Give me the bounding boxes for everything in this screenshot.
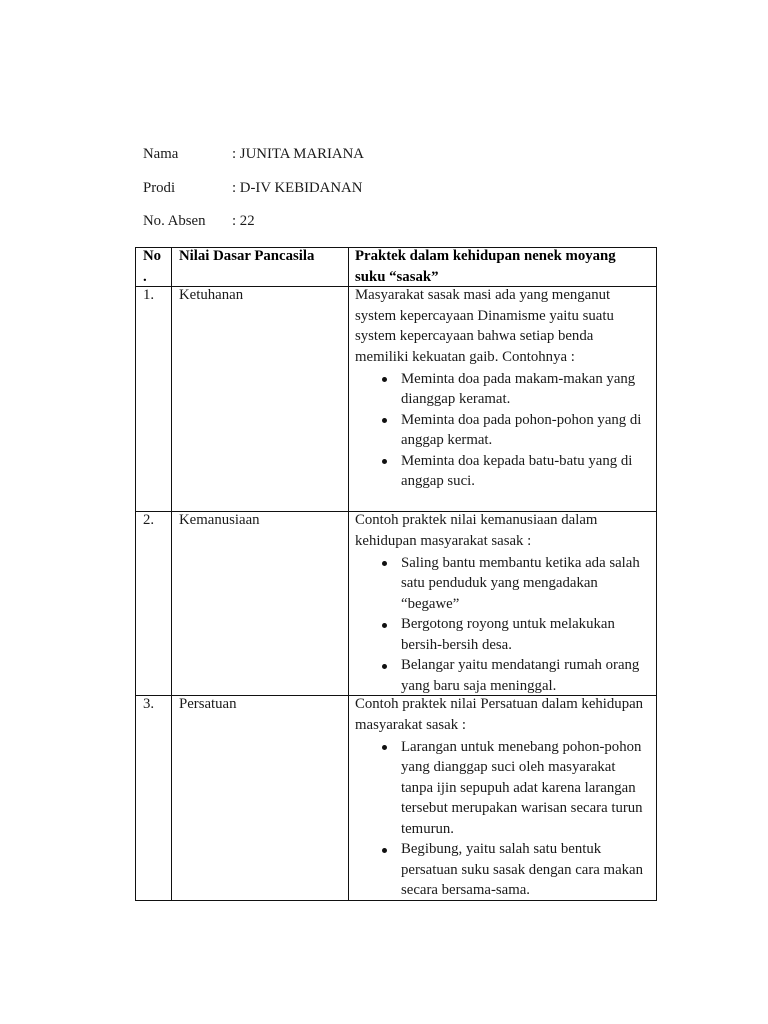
field-label: Nama	[143, 146, 179, 162]
bullet-icon	[382, 459, 387, 464]
cell-praktek	[349, 287, 656, 511]
bullet-item	[355, 451, 656, 492]
table-row	[136, 287, 656, 512]
bullet-item	[355, 614, 656, 655]
text-line: satu penduduk yang mengadakan	[401, 575, 598, 592]
bullet-icon	[382, 377, 387, 382]
header-cell-no	[136, 248, 172, 286]
cell-nilai	[172, 287, 349, 511]
field-prodi	[143, 178, 563, 198]
field-value: : D-IV KEBIDANAN	[232, 180, 363, 196]
table-header-row	[136, 248, 656, 287]
table-row	[136, 512, 656, 696]
cell-no	[136, 512, 172, 695]
bullet-icon	[382, 848, 387, 853]
bullet-list	[355, 553, 656, 697]
row-number: 2.	[143, 512, 155, 528]
bullet-list	[355, 737, 656, 901]
header-text: .	[143, 268, 147, 285]
text-line: secara bersama-sama.	[401, 882, 530, 899]
cell-nilai	[172, 696, 349, 900]
header-text: suku “sasak”	[355, 268, 439, 285]
pancasila-table	[135, 247, 657, 901]
text-line: Meminta doa pada pohon-pohon yang di	[401, 411, 642, 428]
field-no-absen	[143, 211, 563, 231]
text-line: tersebut merupakan warisan secara turun	[401, 800, 643, 817]
header-text: Nilai Dasar Pancasila	[179, 248, 315, 264]
text-line: yang dianggap suci oleh masyarakat	[401, 759, 616, 776]
cell-no	[136, 287, 172, 511]
cell-no	[136, 696, 172, 900]
header-text: Praktek dalam kehidupan nenek moyang	[355, 248, 616, 264]
bullet-item	[355, 410, 656, 451]
text-line: dianggap keramat.	[401, 391, 511, 408]
bullet-icon	[382, 623, 387, 628]
text-line: temurun.	[401, 820, 455, 837]
field-label: No. Absen	[143, 213, 206, 229]
text-line: anggap suci.	[401, 473, 475, 490]
text-line: “begawe”	[401, 595, 460, 612]
text-line: Contoh praktek nilai Persatuan dalam kehidupan	[355, 696, 644, 712]
bullet-item	[355, 655, 656, 696]
text-line: tanpa ijin sepupuh adat karena larangan	[401, 779, 636, 796]
text-line: yang baru saja meninggal.	[401, 677, 557, 694]
text-line: system kepercayaan Dinamisme yaitu suatu	[355, 307, 614, 324]
text-line: Saling bantu membantu ketika ada salah	[401, 554, 640, 571]
header-text: No	[143, 248, 162, 264]
nilai-label: Persatuan	[179, 696, 237, 712]
text-line: Meminta doa kepada batu-batu yang di	[401, 452, 633, 469]
text-line: bersih-bersih desa.	[401, 636, 512, 653]
row-number: 1.	[143, 287, 155, 303]
bullet-item	[355, 553, 656, 615]
text-line: Belangar yaitu mendatangi rumah orang	[401, 657, 640, 674]
text-line: system kepercayaan bahwa setiap benda	[355, 328, 594, 345]
field-value: : 22	[232, 213, 255, 229]
bullet-icon	[382, 561, 387, 566]
cell-nilai	[172, 512, 349, 695]
header-cell-praktek	[349, 248, 656, 286]
field-value: : JUNITA MARIANA	[232, 146, 364, 162]
text-line: masyarakat sasak :	[355, 716, 466, 733]
nilai-label: Ketuhanan	[179, 287, 244, 303]
text-line: Larangan untuk menebang pohon-pohon	[401, 738, 642, 755]
text-line: kehidupan masyarakat sasak :	[355, 532, 532, 549]
bullet-icon	[382, 664, 387, 669]
nilai-label: Kemanusiaan	[179, 512, 260, 528]
bullet-item	[355, 369, 656, 410]
header-cell-nilai	[172, 248, 349, 286]
bullet-icon	[382, 745, 387, 750]
text-line: Begibung, yaitu salah satu bentuk	[401, 841, 602, 858]
cell-praktek	[349, 696, 656, 900]
bullet-item	[355, 839, 656, 901]
field-nama	[143, 144, 563, 164]
text-line: persatuan suku sasak dengan cara makan	[401, 861, 643, 878]
text-line: Bergotong royong untuk melakukan	[401, 616, 615, 633]
text-line: Masyarakat sasak masi ada yang menganut	[355, 287, 611, 303]
text-line: anggap kermat.	[401, 432, 493, 449]
bullet-icon	[382, 418, 387, 423]
row-number: 3.	[143, 696, 155, 712]
bullet-item	[355, 737, 656, 840]
bullet-list	[355, 369, 656, 492]
text-line: memiliki kekuatan gaib. Contohnya :	[355, 348, 575, 365]
text-line: Meminta doa pada makam-makan yang	[401, 370, 636, 387]
table-row	[136, 696, 656, 900]
text-line: Contoh praktek nilai kemanusiaan dalam	[355, 512, 598, 528]
cell-praktek	[349, 512, 656, 695]
field-label: Prodi	[143, 180, 176, 196]
